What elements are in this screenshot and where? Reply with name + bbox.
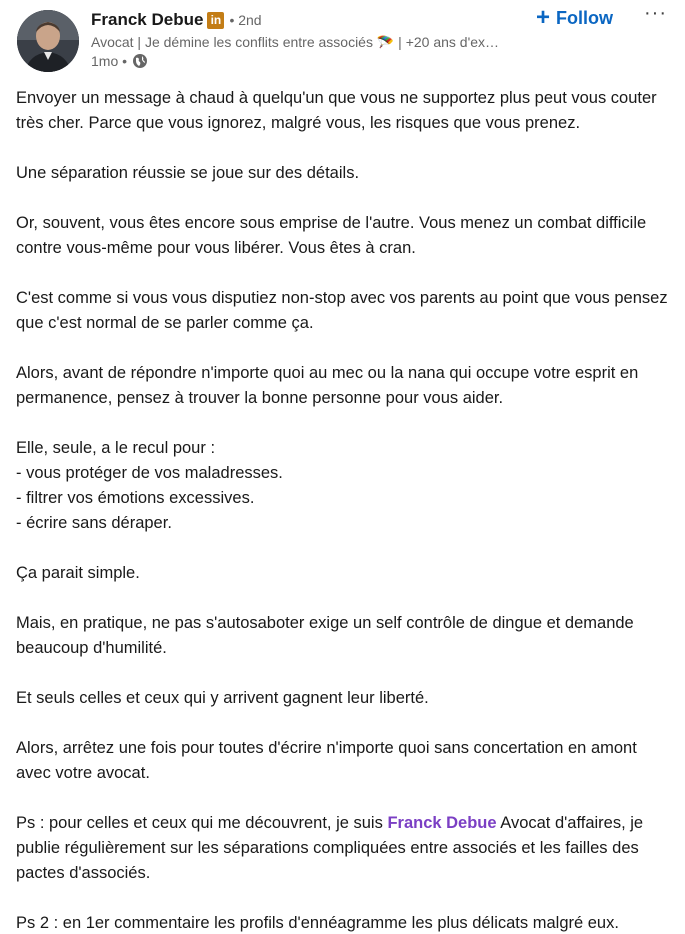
list-item: - vous protéger de vos maladresses.: [16, 464, 283, 482]
follow-label: Follow: [556, 7, 614, 28]
avatar-photo-icon: [17, 10, 79, 72]
author-headline: Avocat | Je démine les conflits entre associés 🪂 | +20 ans d'ex…: [91, 34, 500, 50]
post-paragraph: Mais, en pratique, ne pas s'autosaboter exige un self contrôle de dingue et demande beaucoup d'humilité.: [16, 614, 634, 657]
post-paragraph: Or, souvent, vous êtes encore sous emprise de l'autre. Vous menez un combat difficile contre vous-même pour vous libérer. Vous êtes à cran.: [16, 214, 647, 257]
post-paragraph: Ça parait simple.: [16, 564, 140, 582]
list-item: - filtrer vos émotions excessives.: [16, 489, 255, 507]
post-paragraph: Alors, arrêtez une fois pour toutes d'écrire n'importe quoi sans concertation en amont avec votre avocat.: [16, 739, 637, 782]
post-body: [16, 86, 676, 934]
post-paragraph: Envoyer un message à chaud à quelqu'un que vous ne supportez plus peut vous couter très cher. Parce que vous ignorez, malgré vous, les risques que vous prenez.: [16, 89, 657, 132]
post-list-paragraph: [16, 436, 676, 536]
ps2-paragraph: Ps 2 : en 1er commentaire les profils d'ennéagramme les plus délicats malgré eux.: [16, 914, 619, 932]
post-paragraph: Une séparation réussie se joue sur des détails.: [16, 164, 360, 182]
ps-suffix: Avocat d'affaires, je publie régulièrement sur les séparations compliquées entre associés et les failles des pactes d'associés.: [16, 814, 644, 882]
connection-degree: • 2nd: [229, 12, 262, 28]
ps-paragraph: [16, 811, 676, 886]
list-item: - écrire sans déraper.: [16, 514, 172, 532]
author-line: [91, 10, 262, 30]
post-time: 1mo •: [91, 53, 128, 69]
ps-prefix: Ps : pour celles et ceux qui me découvrent, je suis: [16, 814, 388, 832]
more-options-icon[interactable]: ···: [644, 2, 667, 24]
author-mention-link[interactable]: Franck Debue: [387, 814, 497, 832]
post-paragraph: C'est comme si vous vous disputiez non-stop avec vos parents au point que vous pensez que c'est normal de se parler comme ça.: [16, 289, 668, 332]
post-paragraph: Alors, avant de répondre n'importe quoi au mec ou la nana qui occupe votre esprit en permanence, pensez à trouver la bonne personne pour vous aider.: [16, 364, 639, 407]
globe-icon: [132, 53, 148, 69]
post-meta: [91, 53, 148, 69]
follow-button[interactable]: [536, 6, 613, 30]
linkedin-premium-icon: in: [207, 12, 224, 29]
author-avatar[interactable]: [17, 10, 79, 72]
post-paragraph: Et seuls celles et ceux qui y arrivent gagnent leur liberté.: [16, 689, 429, 707]
list-intro: Elle, seule, a le recul pour :: [16, 439, 216, 457]
plus-icon: +: [536, 4, 551, 31]
author-name[interactable]: Franck Debue: [91, 10, 204, 29]
